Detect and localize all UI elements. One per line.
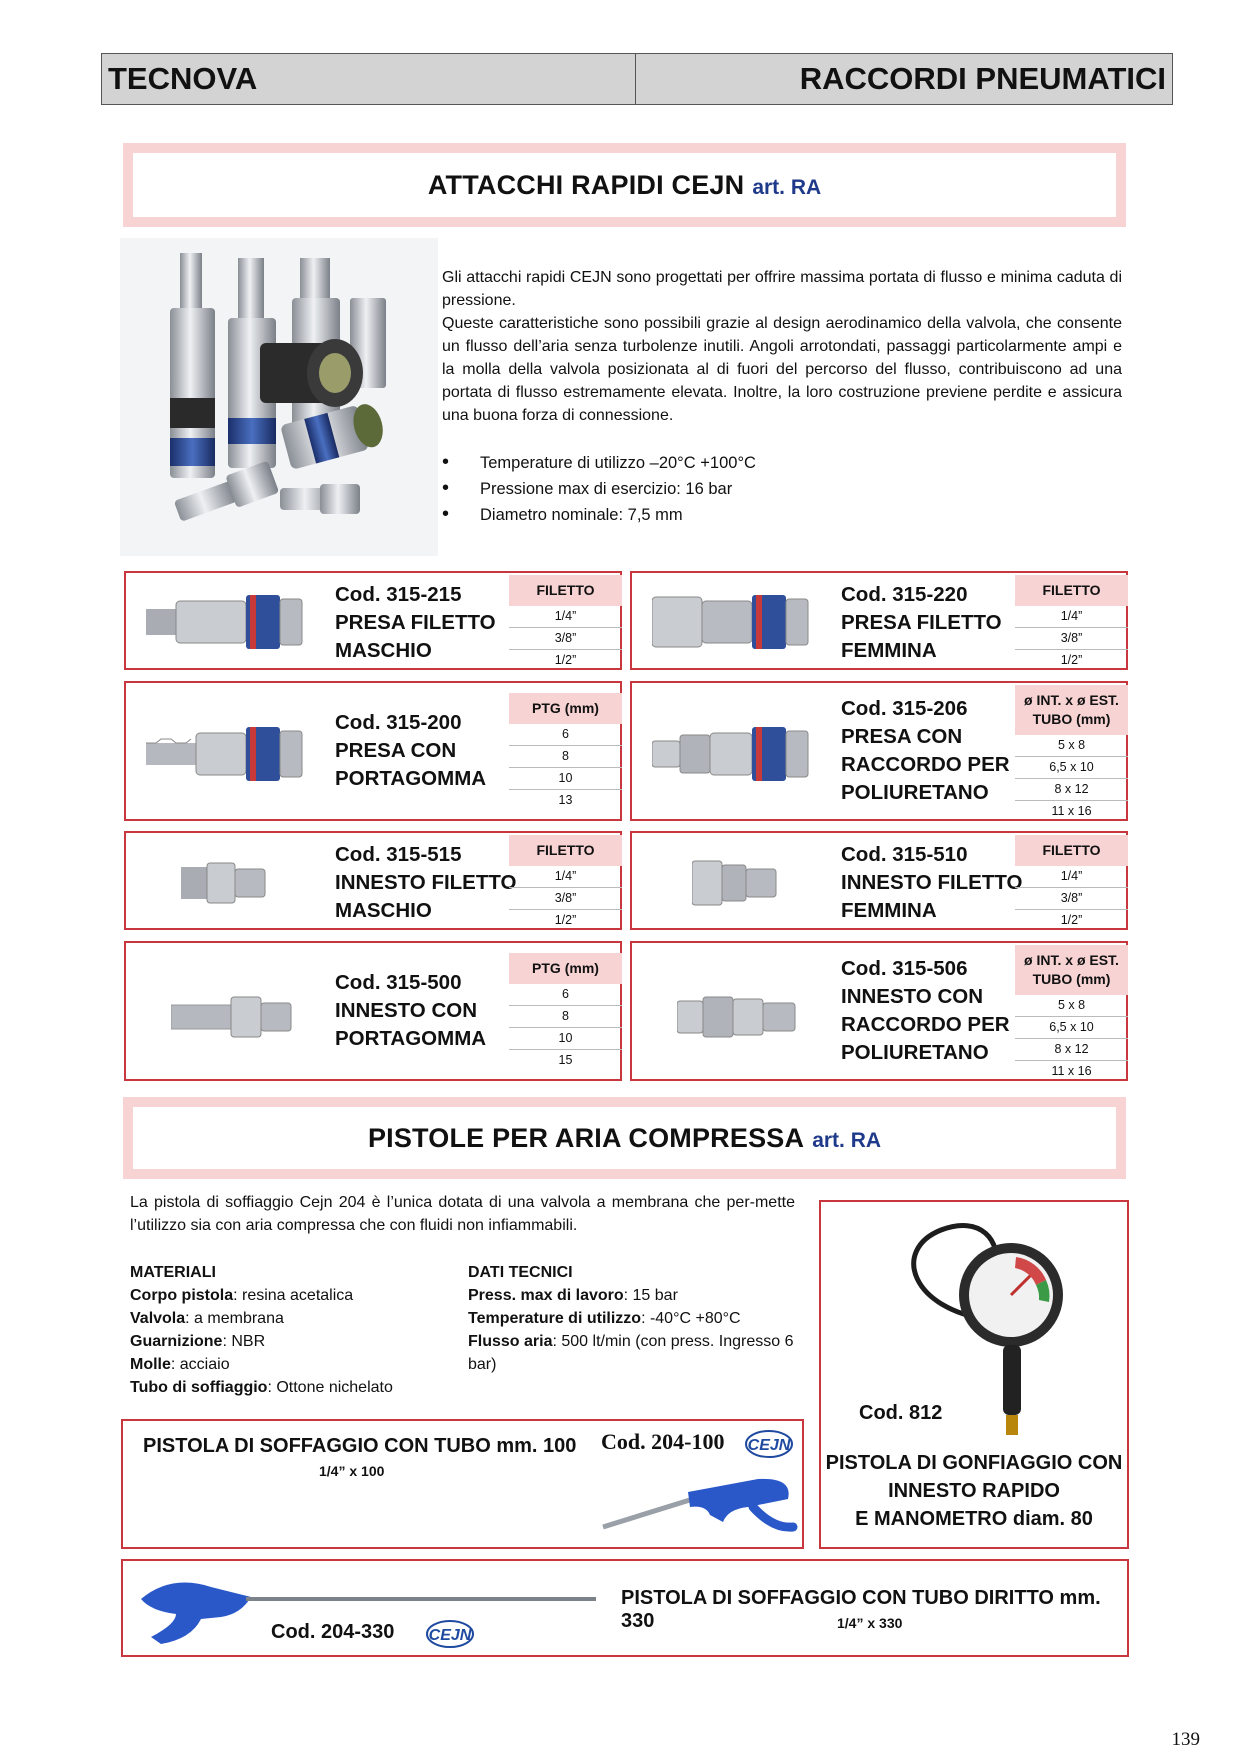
product-code: Cod. 204-100: [601, 1429, 725, 1454]
spec-header: FILETTO: [509, 835, 622, 866]
product-size: 1/4” x 330: [837, 1615, 903, 1631]
product-title: PISTOLA DI SOFFAGGIO CON TUBO DIRITTO mm. 330: [621, 1587, 1101, 1632]
product-card-204-100[interactable]: [121, 1419, 804, 1549]
spec-header: PTG (mm): [509, 693, 622, 724]
feature-list: [442, 450, 1002, 528]
female-thread-plug-icon: [692, 853, 792, 918]
page-number: 139: [1171, 1729, 1200, 1750]
spec-header: ø INT. x ø EST. TUBO (mm): [1015, 685, 1128, 735]
category-title: RACCORDI PNEUMATICI: [799, 61, 1166, 96]
list-item: • Diametro nominale: 7,5 mm: [442, 503, 683, 525]
product-name: Cod. 315-500 INNESTO CON PORTAGOMMA: [335, 971, 487, 1050]
male-thread-plug-icon: [181, 853, 281, 918]
product-card-315-220[interactable]: [630, 571, 1128, 670]
list-item: Corpo pistola: resina acetalica: [130, 1287, 354, 1304]
couplings-photo: [120, 238, 438, 556]
section-title: ATTACCHI RAPIDI CEJN: [427, 169, 745, 200]
materials-title: MATERIALI: [130, 1264, 216, 1281]
blow-gun-short-icon: [598, 1467, 798, 1542]
list-item: Valvola: a membrana: [130, 1310, 284, 1327]
female-thread-coupler-icon: [652, 587, 822, 662]
tech-data-block: [468, 1261, 808, 1376]
hose-tail-plug-icon: [171, 987, 301, 1052]
list-item: Guarnizione: NBR: [130, 1333, 266, 1350]
product-name: Cod. 315-506 INNESTO CON RACCORDO PER POLIURETANO: [841, 957, 1010, 1064]
spec-header: PTG (mm): [509, 953, 622, 984]
list-item: Molle: acciaio: [130, 1356, 230, 1373]
svg-text:CEJN: CEJN: [747, 1437, 791, 1454]
section-description: [442, 266, 1122, 427]
spec-table: PTG (mm) 6 8 10 13: [509, 693, 622, 811]
list-item: • Pressione max di esercizio: 16 bar: [442, 477, 733, 499]
list-item: Temperature di utilizzo: -40°C +80°C: [468, 1310, 741, 1327]
spec-table: FILETTO 1/4” 3/8” 1/2”: [509, 575, 622, 671]
product-name: Cod. 315-220 PRESA FILETTO FEMMINA: [841, 583, 1002, 662]
section-art: art. RA: [812, 1128, 882, 1152]
tech-title: DATI TECNICI: [468, 1264, 573, 1281]
spec-header: FILETTO: [1015, 835, 1128, 866]
hose-tail-coupler-icon: [146, 719, 316, 794]
description-paragraph: Gli attacchi rapidi CEJN sono progettati per offrire massima portata di flusso e minima caduta di pressione.: [442, 269, 1122, 309]
spec-table: FILETTO 1/4” 3/8” 1/2”: [1015, 835, 1128, 931]
spec-header: FILETTO: [1015, 575, 1128, 606]
polyurethane-coupler-icon: [652, 719, 822, 794]
product-card-315-215[interactable]: [124, 571, 622, 670]
male-thread-coupler-icon: [146, 587, 316, 662]
product-name: Cod. 315-215 PRESA FILETTO MASCHIO: [335, 583, 496, 662]
product-name: Cod. 315-200 PRESA CON PORTAGOMMA: [335, 711, 487, 790]
product-card-315-506[interactable]: [630, 941, 1128, 1081]
product-card-315-500[interactable]: [124, 941, 622, 1081]
bullet-icon: •: [442, 503, 450, 525]
pistole-intro: La pistola di soffiaggio Cejn 204 è l’unica dotata di una valvola a membrana che per-mette l’utilizzo sia con aria compressa che con fluidi non infiammabili.: [130, 1194, 795, 1234]
list-item: Flusso aria: 500 lt/min (con press. Ingresso 6 bar): [468, 1333, 794, 1373]
cejn-logo-icon: [426, 1619, 474, 1649]
product-code: Cod. 812: [859, 1402, 943, 1424]
spec-header: FILETTO: [509, 575, 622, 606]
product-code: Cod. 204-330: [271, 1621, 395, 1643]
description-paragraph: Queste caratteristiche sono possibili grazie al design aerodinamico della valvola, che consente un flusso dell’aria senza turbolenze inutili. Angoli arrotondati, passaggi particolarmente ampi e la molla della valvola posizionata al di fuori del percorso del flusso, contribuiscono ad una portata di flusso estremamente elevata. Inoltre, la loro costruzione previene perdite e assicura una buona forza di connessione.: [442, 315, 1122, 424]
spec-table: FILETTO 1/4” 3/8” 1/2”: [509, 835, 622, 931]
spec-table: ø INT. x ø EST. TUBO (mm) 5 x 8 6,5 x 10 8 x 12 11 x 16: [1015, 685, 1128, 822]
product-card-315-510[interactable]: [630, 831, 1128, 930]
product-card-315-200[interactable]: [124, 681, 622, 821]
spec-table: ø INT. x ø EST. TUBO (mm) 5 x 8 6,5 x 10 8 x 12 11 x 16: [1015, 945, 1128, 1082]
product-card-315-515[interactable]: [124, 831, 622, 930]
bullet-icon: •: [442, 451, 450, 473]
spec-header: ø INT. x ø EST. TUBO (mm): [1015, 945, 1128, 995]
spec-table: PTG (mm) 6 8 10 15: [509, 953, 622, 1071]
product-card-812[interactable]: [819, 1200, 1129, 1549]
section-art: art. RA: [752, 175, 822, 199]
product-name: Cod. 315-510 INNESTO FILETTO FEMMINA: [841, 843, 1023, 922]
product-title: PISTOLA DI GONFIAGGIO CON INNESTO RAPIDO E MANOMETRO diam. 80: [825, 1452, 1123, 1530]
product-title: PISTOLA DI SOFFAGGIO CON TUBO mm. 100: [143, 1435, 577, 1457]
list-item: • Temperature di utilizzo –20°C +100°C: [442, 451, 756, 473]
product-card-315-206[interactable]: [630, 681, 1128, 821]
polyurethane-plug-icon: [677, 987, 807, 1052]
bullet-icon: •: [442, 477, 450, 499]
product-name: Cod. 315-515 INNESTO FILETTO MASCHIO: [335, 843, 517, 922]
product-name: Cod. 315-206 PRESA CON RACCORDO PER POLIURETANO: [841, 697, 1010, 804]
product-size: 1/4” x 100: [319, 1463, 385, 1479]
section-banner-attacchi: [123, 143, 1126, 227]
brand-title: TECNOVA: [102, 54, 636, 104]
list-item: Press. max di lavoro: 15 bar: [468, 1287, 678, 1304]
section-banner-pistole: [123, 1097, 1126, 1179]
page-header: [101, 53, 1173, 105]
svg-text:CEJN: CEJN: [428, 1627, 472, 1644]
section-title: PISTOLE PER ARIA COMPRESSA: [367, 1122, 805, 1153]
list-item: Tubo di soffiaggio: Ottone nichelato: [130, 1379, 393, 1396]
spec-table: FILETTO 1/4” 3/8” 1/2”: [1015, 575, 1128, 671]
cejn-logo-icon: [745, 1429, 793, 1459]
product-card-204-330[interactable]: [121, 1559, 1129, 1657]
materials-block: [130, 1261, 450, 1399]
